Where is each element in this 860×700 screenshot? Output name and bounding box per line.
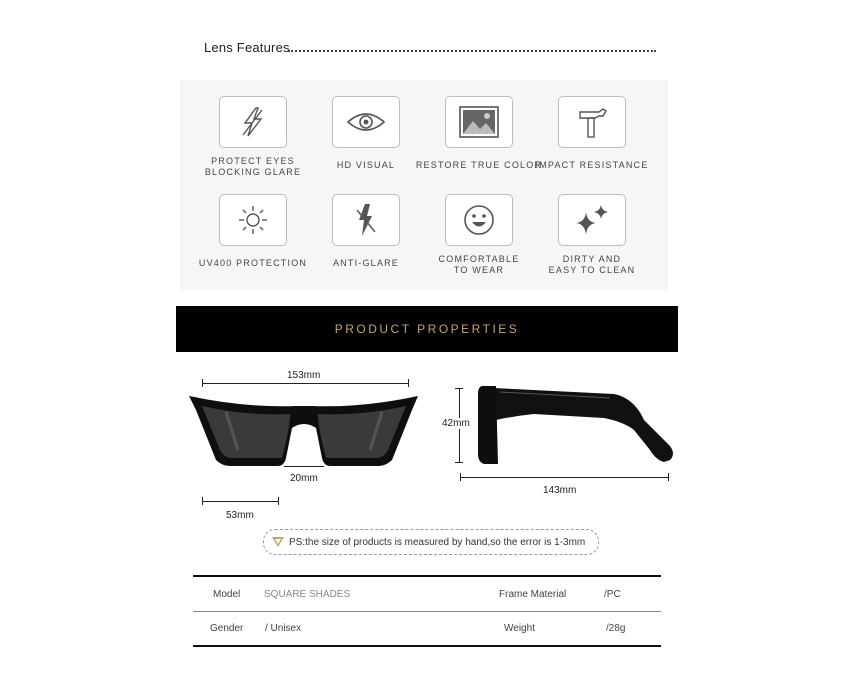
sparkle-icon: [558, 194, 626, 246]
product-properties-title: PRODUCT PROPERTIES: [334, 322, 520, 336]
eye-icon: [332, 96, 400, 148]
lightning-slash-icon: [219, 96, 287, 148]
temple-dimension-label: 143mm: [543, 485, 577, 496]
height-dimension-label: 42mm: [442, 418, 470, 429]
spec-value-model: SQUARE SHADES: [264, 589, 351, 600]
bridge-dimension-line: [284, 466, 324, 467]
spec-label-gender: Gender: [210, 623, 244, 634]
dimension-tick: [202, 379, 203, 387]
smile-icon: [445, 194, 513, 246]
temple-dimension-line: [460, 477, 668, 478]
width-dimension-line: [202, 383, 408, 384]
feature-label: COMFORTABLE TO WEAR: [438, 254, 520, 275]
spec-value-weight: /28g: [606, 623, 626, 634]
feature-label: ANTI-GLARE: [332, 258, 399, 268]
feature-protect-eyes: [188, 96, 318, 178]
feature-restore-true-color: [414, 96, 544, 171]
sun-icon: [219, 194, 287, 246]
table-rule: [193, 611, 661, 612]
lens-width-dimension-line: [202, 501, 278, 502]
hammer-icon: [558, 96, 626, 148]
feature-label: IMPACT RESISTANCE: [535, 160, 649, 170]
feature-comfortable: [414, 194, 544, 276]
dimension-tick: [408, 379, 409, 387]
dimension-tick: [668, 473, 669, 481]
spec-label-frame-material: Frame Material: [499, 589, 567, 600]
spec-label-model: Model: [213, 589, 241, 600]
dimension-tick: [455, 388, 463, 389]
glare-icon: [332, 194, 400, 246]
sunglasses-front-image: [186, 388, 422, 470]
sunglasses-side-image: [474, 384, 680, 474]
note-text: PS:the size of products is measured by hand,so the error is 1-3mm: [289, 536, 586, 548]
spec-value-frame-material: /PC: [604, 589, 621, 600]
dimension-tick: [460, 473, 461, 481]
feature-easy-clean: [527, 194, 657, 276]
lens-features-title: Lens Features: [204, 40, 290, 55]
measurement-note: [263, 529, 599, 555]
feature-label: HD VISUAL: [336, 160, 396, 170]
feature-label: PROTECT EYES BLOCKING GLARE: [204, 156, 302, 177]
triangle-icon: [271, 536, 285, 548]
table-rule: [193, 575, 661, 577]
image-icon: [445, 96, 513, 148]
feature-impact-resistance: [527, 96, 657, 171]
bridge-dimension-label: 20mm: [290, 473, 318, 484]
table-rule: [193, 645, 661, 647]
spec-label-weight: Weight: [504, 623, 535, 634]
feature-uv400: [188, 194, 318, 269]
feature-hd-visual: [301, 96, 431, 171]
feature-label: RESTORE TRUE COLOR: [415, 160, 543, 170]
feature-label: DIRTY AND EASY TO CLEAN: [548, 254, 636, 275]
dotted-divider: [288, 50, 656, 52]
product-properties-banner: [176, 306, 678, 352]
lens-features-panel: [180, 80, 668, 290]
dimension-tick: [202, 497, 203, 505]
width-dimension-label: 153mm: [287, 370, 321, 381]
dimension-tick: [278, 497, 279, 505]
lens-width-dimension-label: 53mm: [226, 510, 254, 521]
spec-value-gender: / Unisex: [265, 623, 302, 634]
feature-label: UV400 PROTECTION: [198, 258, 308, 268]
feature-anti-glare: [301, 194, 431, 269]
dimension-tick: [455, 462, 463, 463]
